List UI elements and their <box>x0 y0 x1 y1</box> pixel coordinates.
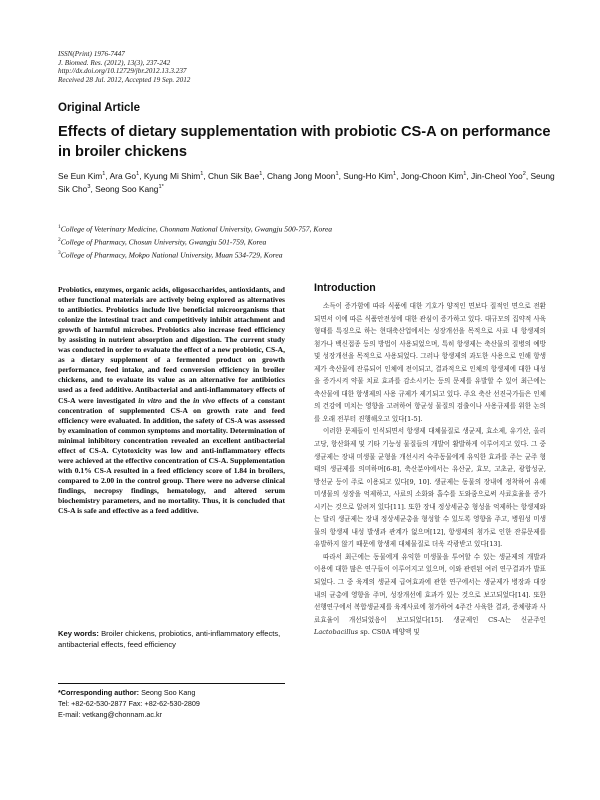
author-affiliation-mark: 1 <box>200 171 204 178</box>
author-affiliation-mark: 1 <box>335 171 339 178</box>
abstract-in-vitro: in vitro <box>138 395 162 405</box>
author-name: Chun Sik Bae <box>208 171 260 181</box>
author-affiliation-mark: 2 <box>522 171 526 178</box>
author-name: Ara Go <box>109 171 137 181</box>
article-type: Original Article <box>58 102 141 114</box>
issn-line: ISSN(Print) 1976-7447 <box>58 50 125 58</box>
affiliation-text: College of Veterinary Medicine, Chonnam National University, Gwangju 500-757, Korea <box>60 224 333 234</box>
author-affiliation-mark: 1 <box>259 171 263 178</box>
affiliation-item <box>58 222 558 235</box>
introduction-heading: Introduction <box>314 282 376 294</box>
footnote-divider <box>58 683 285 684</box>
affiliation-number: 2 <box>58 237 61 244</box>
intro-paragraph-1: 소득이 증가함에 따라 식품에 대한 기호가 양적인 면보다 질적인 면으로 전환되면서 이에 따른 식품안전성에 대한 관심이 증가하고 있다. 대규모의 집약적 사육형태를 특징으로 하는 현대축산업에서는 성장개선을 목적으로 사료 내 항생제의 첨가나 백신접종 등의 방법이 사용되었으며, 특히 항생제는 축산물의 질병의 예방 및 성장개선을 목적으로 사용되었다. 그러나 항생제의 과도한 사용으로 인해 항생제가 축산물에 잔류되어 인체에 전이되고, 결과적으로 인체의 항생제에 대한 내성을 증가시켜 약물 치료 효과를 감소시키는 등의 문제를 유발할 수 있어 최근에는 축산물에 대한 항생제의 사용 규제가 제기되고 있다. 주요 축산 선진국가들은 인체의 건강에 미치는 영향을 고려하여 항균성 물질의 검출이나 사용규제를 위한 논의를 오래 전부터 진행해오고 있다[1-5]. <box>314 302 546 423</box>
author-name: Jong-Choon Kim <box>400 171 464 181</box>
keywords-label: Key words: <box>58 629 99 638</box>
author-name: Se Eun Kim <box>58 171 103 181</box>
keywords <box>58 628 285 651</box>
intro-p3-text-a: 따라서 최근에는 동물에게 유익한 미생물을 투여할 수 있는 생균제의 개발과 이용에 대한 많은 연구들이 이루어지고 있으며, 이와 관련된 여러 연구결과가 발표되었다. 그 중 육계의 생균제 급여효과에 관한 연구에서는 생균제가 병장과 대장 내의 균총에 영향을 주며, 성장개선에 효과가 있는 것으로 보고되었다[14]. 또한 선행연구에서 복합생균제를 육계사료에 첨가하여 4주간 사육한 결과, 증체량과 사료효율이 개선되었음이 보고되었다[15]. 생균제인 CS-A는 신균주인 <box>314 552 546 624</box>
intro-paragraph-2: 이러한 문제들이 인식되면서 항생제 대체물질로 생균제, 효소제, 유기산, 올리고당, 항산화제 및 기타 기능성 물질들의 개발이 활발하게 이루어지고 있다. 그 중 생균제는 장내 미생물 균형을 개선시켜 숙주동물에게 유익한 효과를 주는 균주 형태의 생균제를 의미하며[6-8], 축산분야에서는 유산균, 효모, 고초균, 광합성균, 방선균 등이 주로 이용되고 있다[9, 10]. 생균제는 동물의 장내에 정착하여 유해 미생물의 성장을 억제하고, 사료의 소화와 흡수를 도와줌으로써 사료효율을 증가시키는 것으로 알려져 있다[11]. 또한 장내 정상세균총 형성을 억제하는 항생제와는 달리 생균제는 장내 정상세균총을 형성할 수 있도록 영향을 주고, 병원성 미생물의 항생제 내성 발생과 관계가 없으며[12], 항생제의 첨가로 인한 잔류문제를 유발하지 않기 때문에 항생제 대체물질로 더욱 각광받고 있다[13]. <box>314 427 546 549</box>
author-affiliation-mark: 1 <box>102 171 106 178</box>
abstract-in-vivo: in vivo <box>193 395 216 405</box>
affiliation-number: 1 <box>58 224 61 230</box>
tel-fax: Tel: +82-62-530-2877 Fax: +82-62-530-2809 <box>58 699 200 709</box>
introduction-body <box>314 300 546 639</box>
author-affiliation-mark: 1 <box>393 171 397 178</box>
author-affiliation-mark: 1 <box>463 171 467 178</box>
paper-title: Effects of dietary supplementation with probiotic CS-A on performance in broiler chickens <box>58 124 551 160</box>
affiliation-number: 3 <box>58 250 61 257</box>
abstract-text-1: Probiotics, enzymes, organic acids, oligosaccharides, antioxidants, and other functional materials are actively being explored as alternatives to antibiotics. Probiotics include live beneficial microorganisms that colonize the intestinal tract and competitively inhibit attachment and growth of harmful microbes. Probiotics also increase feed efficiency by assisting in nutrient absorption and digestion. The current study was conducted in order to evaluate the effect of a new probiotic, CS-A, as a dietary supplement of a fermented product on growth performance, feed intake, and feed conversion efficiency in broiler chickens, and to evaluate its value as an alternative for antibiotics used as a feed additive. Antibacterial and anti-inflammatory effects of CS-A were investigated <box>58 285 285 405</box>
author-name: Jin-Cheol Yoo <box>471 171 523 181</box>
author-name: Kyung Mi Shim <box>143 171 201 181</box>
affiliation-item <box>58 248 558 261</box>
journal-header <box>58 50 398 84</box>
intro-species: Lactobacillus <box>314 628 359 637</box>
corresponding-label: *Corresponding author: <box>58 688 140 697</box>
intro-p3-text-b: sp. CS0A 배양액 및 <box>358 628 420 637</box>
author-name: Chang Jong Moon <box>267 171 336 181</box>
affiliation-list <box>58 222 558 261</box>
affiliation-text: College of Pharmacy, Mokpo National University, Muan 534-729, Korea <box>60 250 283 260</box>
affiliation-text: College of Pharmacy, Chosun University, Gwangju 501-759, Korea <box>60 237 267 247</box>
abstract <box>58 285 285 516</box>
affiliation-item <box>58 235 558 248</box>
email[interactable]: E-mail: vetkang@chonnam.ac.kr <box>58 710 162 720</box>
abstract-and: and the <box>161 395 194 405</box>
author-affiliation-mark: 1 <box>136 171 140 178</box>
author-affiliation-mark: 1* <box>158 184 164 191</box>
author-name: Sung-Ho Kim <box>343 171 394 181</box>
author-name: Seong Soo Kang <box>95 184 159 195</box>
correspondence <box>58 687 285 721</box>
keywords-text: Broiler chickens, probiotics, anti-inflammatory effects, antibacterial effects, feed efficiency <box>58 629 281 650</box>
author-name: Seung Sik Cho <box>58 171 555 195</box>
author-list: Se Eun Kim$^1$, Ara Go$^1$, Kyung Mi Shim$^1$, Chun Sik Bae$^1$, Chang Jong Moon$^1$, Sung-Ho Kim$^1$, Jong-Choon Kim$^1$, Jin-Cheol Yoo$^2$, Seung Sik Cho$^3$, Seong Soo Kang$^{1*}$ <box>58 171 555 195</box>
journal-citation: J. Biomed. Res. (2012), 13(3), 237-242 <box>58 58 171 67</box>
abstract-text-2: effects of a constant concentration of supplemented CS-A on growth rate and feed efficiency were evaluated. In addition, the safety of CS-A was assessed by examination of common symptoms and mortality. Determination of minimal inhibitory concentration revealed an excellent antibacterial effect of CS-A. Cytotoxicity was low and anti-inflammatory effects were achieved at the effective concentration of CS-A. Supplementation with 0.1% CS-A resulted in a feed efficiency score of 1.84 in broilers, compared to 2.00 in the control group. There were no adverse clinical findings, necropsy findings, hematology, and altered serum biochemistry parameters, and no mortality. Thus, it is concluded that CS-A is safe and effective as a feed additive. <box>58 395 285 516</box>
received-date: Received 28 Jul. 2012, Accepted 19 Sep. 2012 <box>58 75 191 84</box>
author-affiliation-mark: 3 <box>87 184 91 191</box>
intro-paragraph-3 <box>314 551 546 639</box>
doi-link[interactable]: http://dx.doi.org/10.12729/jbr.2012.13.3.237 <box>58 67 187 76</box>
corresponding-name: Seong Soo Kang <box>141 688 196 697</box>
